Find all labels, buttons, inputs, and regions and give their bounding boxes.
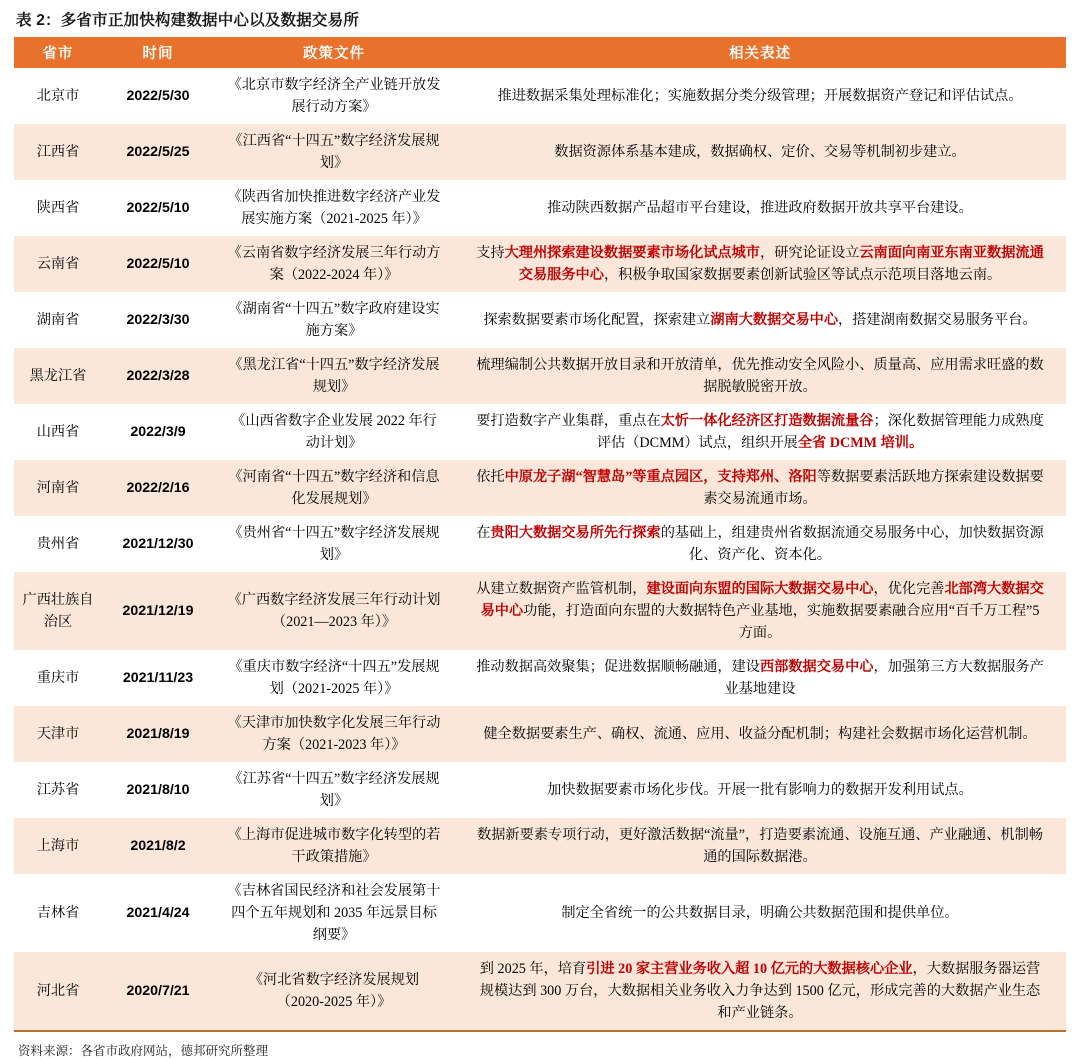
table-row	[14, 706, 1066, 762]
related-statement-text	[460, 309, 1060, 331]
cell-province: 陕西省	[14, 180, 102, 236]
cell-province: 河北省	[14, 952, 102, 1030]
policy-document-text: 《北京市数字经济全产业链开放发展行动方案》	[227, 77, 441, 115]
policy-document-text: 《上海市促进城市数字化转型的若干政策措施》	[227, 827, 441, 865]
statement-text: ，大数据服务器运营规模达到 300 万台，大数据相关业务收入力争达到 1500 亿元，形成完善的大数据产业生态和产业链条。	[479, 961, 1041, 1021]
related-statement-text	[460, 242, 1060, 286]
cell-related-statement	[454, 236, 1066, 292]
cell-province: 贵州省	[14, 516, 102, 572]
cell-province: 北京市	[14, 68, 102, 124]
cell-policy-document	[214, 874, 454, 952]
statement-text: 在	[476, 525, 491, 541]
cell-province: 江苏省	[14, 762, 102, 818]
statement-text: 要打造数字产业集群，重点在	[476, 413, 661, 429]
column-header-time: 时间	[102, 37, 214, 68]
policy-document-text: 《湖南省“十四五”数字政府建设实施方案》	[228, 301, 440, 339]
table-row	[14, 572, 1066, 650]
cell-policy-document	[214, 516, 454, 572]
table-row	[14, 818, 1066, 874]
cell-province: 山西省	[14, 404, 102, 460]
cell-province: 广西壮族自治区	[14, 572, 102, 650]
cell-related-statement	[454, 874, 1066, 952]
statement-text: ；深化数据管理能力成熟度评估（DCMM）试点，组织开展	[596, 413, 1044, 451]
policy-document-text: 《天津市加快数字化发展三年行动方案（2021-2023 年）》	[227, 715, 441, 753]
cell-related-statement	[454, 124, 1066, 180]
cell-related-statement	[454, 706, 1066, 762]
cell-policy-document	[214, 460, 454, 516]
cell-time: 2021/8/19	[102, 706, 214, 762]
cell-policy-document	[214, 762, 454, 818]
table-row	[14, 292, 1066, 348]
cell-time: 2021/4/24	[102, 874, 214, 952]
statement-text: ，研究论证设立	[760, 245, 860, 261]
cell-policy-document	[214, 124, 454, 180]
related-statement-text	[460, 85, 1060, 107]
cell-policy-document	[214, 572, 454, 650]
statement-text: 推进数据采集处理标准化；实施数据分类分级管理；开展数据资产登记和评估试点。	[497, 88, 1023, 104]
highlighted-text: 北部湾大数据交易中心	[480, 581, 1044, 619]
policy-document-text: 《陕西省加快推进数字经济产业发展实施方案（2021-2025 年）》	[227, 189, 441, 227]
related-statement-text	[460, 958, 1060, 1024]
statement-text: 从建立数据资产监管机制，	[476, 581, 647, 597]
related-statement-text	[460, 141, 1060, 163]
policy-document-text: 《重庆市数字经济“十四五”发展规划（2021-2025 年）》	[228, 659, 440, 697]
highlighted-text: 引进 20 家主营业务收入超 10 亿元的大数据核心企业	[586, 961, 913, 977]
cell-time: 2022/5/10	[102, 180, 214, 236]
highlighted-text: 大理州探索建设数据要素市场化试点城市	[504, 245, 760, 261]
cell-policy-document	[214, 404, 454, 460]
related-statement-text	[460, 656, 1060, 700]
cell-related-statement	[454, 68, 1066, 124]
cell-time: 2022/3/9	[102, 404, 214, 460]
cell-policy-document	[214, 348, 454, 404]
statement-text: ，加强第三方大数据服务产业基地建设	[724, 659, 1044, 697]
cell-related-statement	[454, 292, 1066, 348]
highlighted-text: 云南面向南亚东南亚数据流通交易服务中心	[518, 245, 1044, 283]
table-header	[14, 37, 1066, 68]
policy-document-text: 《吉林省国民经济和社会发展第十四个五年规划和 2035 年远景目标纲要》	[227, 883, 441, 943]
policy-document-text: 《河南省“十四五”数字经济和信息化发展规划》	[228, 469, 440, 507]
statement-text: 数据资源体系基本建成，数据确权、定价、交易等机制初步建立。	[554, 144, 966, 160]
cell-related-statement	[454, 516, 1066, 572]
table-row	[14, 236, 1066, 292]
cell-related-statement	[454, 952, 1066, 1030]
highlighted-text: 西部数据交易中心	[759, 659, 874, 675]
table-row	[14, 874, 1066, 952]
cell-province: 重庆市	[14, 650, 102, 706]
table-row	[14, 460, 1066, 516]
policy-document-text: 《山西省数字企业发展 2022 年行动计划》	[231, 413, 437, 451]
statement-text: ，积极争取国家数据要素创新试验区等试点示范项目落地云南。	[603, 267, 1002, 283]
highlighted-text: 贵阳大数据交易所先行探索	[490, 525, 661, 541]
policy-document-text: 《河北省数字经济发展规划（2020-2025 年）》	[248, 972, 420, 1010]
related-statement-text	[460, 723, 1060, 745]
policy-document-text: 《广西数字经济发展三年行动计划（2021—2023 年）》	[227, 592, 441, 630]
cell-policy-document	[214, 292, 454, 348]
statement-text: 数据新要素专项行动，更好激活数据“流量”，打造要素流通、设施互通、产业融通、机制畅通的国际数据港。	[477, 827, 1043, 865]
cell-province: 湖南省	[14, 292, 102, 348]
table-row	[14, 180, 1066, 236]
cell-related-statement	[454, 348, 1066, 404]
cell-policy-document	[214, 952, 454, 1030]
cell-related-statement	[454, 404, 1066, 460]
source-note: 资料来源：各省市政府网站，德邦研究所整理	[18, 1044, 269, 1058]
policy-document-text: 《贵州省“十四五”数字经济发展规划》	[228, 525, 440, 563]
statement-text: 加快数据要素市场化步伐。开展一批有影响力的数据开发利用试点。	[547, 782, 973, 798]
highlighted-text: 建设面向东盟的国际大数据交易中心	[646, 581, 874, 597]
cell-related-statement	[454, 762, 1066, 818]
statement-text: 到 2025 年，培育	[479, 961, 587, 977]
cell-policy-document	[214, 818, 454, 874]
cell-time: 2022/3/28	[102, 348, 214, 404]
cell-province: 江西省	[14, 124, 102, 180]
table-row	[14, 348, 1066, 404]
table-body	[14, 68, 1066, 1030]
statement-text: 制定全省统一的公共数据目录，明确公共数据范围和提供单位。	[561, 905, 959, 921]
table-row	[14, 404, 1066, 460]
cell-related-statement	[454, 818, 1066, 874]
table-row	[14, 762, 1066, 818]
related-statement-text	[460, 522, 1060, 566]
highlighted-text: 湖南大数据交易中心	[710, 312, 839, 328]
column-header-province: 省市	[14, 37, 102, 68]
column-header-policy-document: 政策文件	[214, 37, 454, 68]
cell-policy-document	[214, 180, 454, 236]
statement-text: 等数据要素活跃地方探索建设数据要素交易流通市场。	[703, 469, 1044, 507]
cell-province: 吉林省	[14, 874, 102, 952]
cell-related-statement	[454, 180, 1066, 236]
statement-text: 功能，打造面向东盟的大数据特色产业基地，实施数据要素融合应用“百千万工程”5 方面。	[523, 603, 1040, 641]
statement-text: 的基础上，组建贵州省数据流通交易服务中心，加快数据资源化、资产化、资本化。	[660, 525, 1044, 563]
cell-time: 2022/2/16	[102, 460, 214, 516]
related-statement-text	[460, 354, 1060, 398]
cell-province: 云南省	[14, 236, 102, 292]
table-caption: 表 2：多省市正加快构建数据中心以及数据交易所	[16, 12, 360, 29]
policy-table	[14, 37, 1066, 1030]
cell-time: 2022/5/25	[102, 124, 214, 180]
related-statement-text	[460, 824, 1060, 868]
cell-province: 河南省	[14, 460, 102, 516]
cell-policy-document	[214, 650, 454, 706]
column-header-related-statement: 相关表述	[454, 37, 1066, 68]
cell-time: 2021/12/19	[102, 572, 214, 650]
table-row	[14, 124, 1066, 180]
statement-text: 健全数据要素生产、确权、流通、应用、收益分配机制；构建社会数据市场化运营机制。	[483, 726, 1037, 742]
cell-related-statement	[454, 572, 1066, 650]
statement-text: 梳理编制公共数据开放目录和开放清单，优先推动安全风险小、质量高、应用需求旺盛的数据脱敏脱密开放。	[476, 357, 1044, 395]
table-row	[14, 516, 1066, 572]
cell-policy-document	[214, 706, 454, 762]
statement-text: 推动陕西数据产品超市平台建设，推进政府数据开放共享平台建设。	[547, 200, 973, 216]
highlighted-text: 全省 DCMM 培训。	[797, 435, 924, 451]
cell-time: 2021/8/10	[102, 762, 214, 818]
related-statement-text	[460, 197, 1060, 219]
table-row	[14, 68, 1066, 124]
related-statement-text	[460, 779, 1060, 801]
policy-document-text: 《黑龙江省“十四五”数字经济发展规划》	[228, 357, 440, 395]
table-header-row	[14, 37, 1066, 68]
policy-document-text: 《云南省数字经济发展三年行动方案（2022-2024 年）》	[227, 245, 441, 283]
cell-province: 黑龙江省	[14, 348, 102, 404]
cell-policy-document	[214, 236, 454, 292]
cell-time: 2021/8/2	[102, 818, 214, 874]
cell-time: 2022/3/30	[102, 292, 214, 348]
table-row	[14, 650, 1066, 706]
statement-text: 推动数据高效聚集；促进数据顺畅融通，建设	[476, 659, 760, 675]
highlighted-text: 太忻一体化经济区打造数据流量谷	[660, 413, 874, 429]
statement-text: ，优化完善	[873, 581, 945, 597]
cell-time: 2021/12/30	[102, 516, 214, 572]
statement-text: ，搭建湖南数据交易服务平台。	[838, 312, 1037, 328]
cell-province: 上海市	[14, 818, 102, 874]
cell-time: 2021/11/23	[102, 650, 214, 706]
related-statement-text	[460, 466, 1060, 510]
cell-policy-document	[214, 68, 454, 124]
policy-document-text: 《江苏省“十四五”数字经济发展规划》	[228, 771, 440, 809]
statement-text: 探索数据要素市场化配置，探索建立	[483, 312, 711, 328]
cell-time: 2022/5/10	[102, 236, 214, 292]
related-statement-text	[460, 410, 1060, 454]
statement-text: 支持	[476, 245, 505, 261]
related-statement-text	[460, 578, 1060, 644]
highlighted-text: 中原龙子湖“智慧岛”等重点园区，支持郑州、洛阳	[504, 469, 817, 485]
statement-text: 依托	[476, 469, 505, 485]
policy-document-text: 《江西省“十四五”数字经济发展规划》	[228, 133, 440, 171]
table-row	[14, 952, 1066, 1030]
cell-time: 2020/7/21	[102, 952, 214, 1030]
cell-province: 天津市	[14, 706, 102, 762]
related-statement-text	[460, 902, 1060, 924]
cell-time: 2022/5/30	[102, 68, 214, 124]
cell-related-statement	[454, 460, 1066, 516]
cell-related-statement	[454, 650, 1066, 706]
